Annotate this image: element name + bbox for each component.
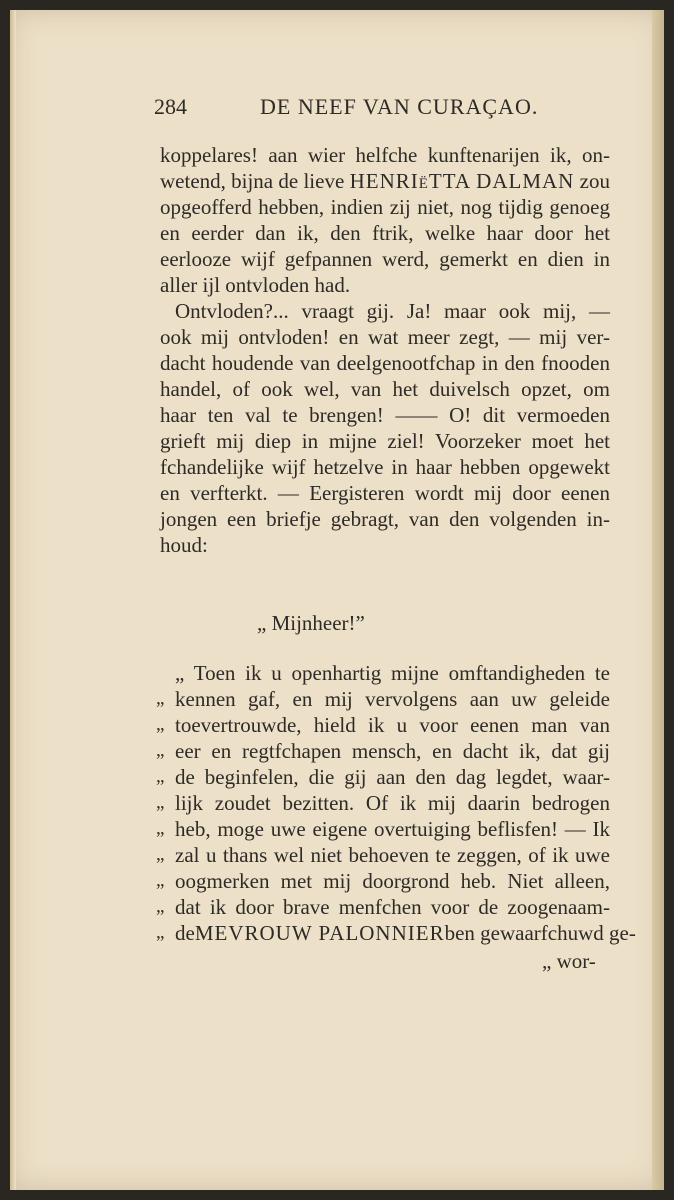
text-line: en verfterkt. — Eergisteren wordt mij door eenen (160, 481, 610, 505)
text-line: en eerder dan ik, den ftrik, welke haar door het (160, 221, 610, 245)
quote-mark: „ (156, 818, 165, 839)
page-gutter-shadow (10, 10, 16, 1190)
letter-line: eer en regtfchapen mensch, en dacht ik, dat gij (175, 739, 610, 763)
catchword: „ wor- (542, 949, 596, 973)
quote-mark: „ (156, 792, 165, 813)
quote-mark: „ (156, 922, 165, 943)
quote-mark: „ (156, 870, 165, 891)
quote-mark: „ (156, 896, 165, 917)
text-line: grieft mij diep in mijne ziel! Voorzeker moet het (160, 429, 610, 453)
letter-line: de beginfelen, die gij aan den dag legdet, waar- (175, 765, 610, 789)
page-number: 284 (154, 94, 187, 119)
text-line: eerlooze wijf gefpannen werd, gemerkt en dien in (160, 247, 610, 271)
proper-name: HENRIëTTA DALMAN (349, 169, 575, 193)
text-line: fchandelijke wijf hetzelve in haar hebben opgewekt (160, 455, 610, 479)
quote-mark: „ (156, 766, 165, 787)
letter-line: toevertrouwde, hield ik u voor eenen man van (175, 713, 610, 737)
text-fragment: wetend, bijna de lieve (160, 169, 345, 193)
letter-line: dat ik door brave menfchen voor de zoogenaam- (175, 895, 610, 919)
text-fragment: de (175, 921, 195, 945)
page-edge (652, 10, 664, 1190)
running-title: DE NEEF VAN CURAÇAO. (260, 94, 539, 119)
letter-line: heb, moge uwe eigene overtuiging beflisfen! — Ik (175, 817, 610, 841)
book-page (10, 10, 664, 1190)
text-line: houd: (160, 533, 208, 557)
text-fragment: zou (579, 169, 610, 193)
quote-mark: „ (156, 844, 165, 865)
text-line: opgeofferd hebben, indien zij niet, nog tijdig genoeg (160, 195, 610, 219)
letter-line: kennen gaf, en mij vervolgens aan uw geleide (175, 687, 610, 711)
text-line: haar ten val te brengen! —— O! dit vermoeden (160, 403, 610, 427)
letter-line: oogmerken met mij doorgrond heb. Niet alleen, (175, 869, 610, 893)
proper-name: MEVROUW PALONNIER (194, 921, 445, 945)
text-fragment: ben gewaarfchuwd ge- (444, 921, 636, 945)
letter-salutation: „ Mijnheer!” (257, 611, 365, 635)
quote-mark: „ (175, 661, 185, 685)
text-line: handel, of ook wel, van het duivelsch opzet, om (160, 377, 610, 401)
text-line: koppelares! aan wier helfche kunftenarijen ik, on- (160, 143, 610, 167)
letter-line: zal u thans wel niet behoeven te zeggen, of ik uwe (175, 843, 610, 867)
letter-line (175, 920, 636, 946)
text-line: Ontvloden?... vraagt gij. Ja! maar ook mij, — (175, 299, 610, 323)
letter-line: lijk zoudet bezitten. Of ik mij daarin bedrogen (175, 791, 610, 815)
letter-line (175, 660, 610, 686)
text-line: jongen een briefje gebragt, van den volgenden in- (160, 507, 610, 531)
text-line: ook mij ontvloden! en wat meer zegt, — mij ver- (160, 325, 610, 349)
text-line: dacht houdende van deelgenootfchap in den fnooden (160, 351, 610, 375)
text-line: aller ijl ontvloden had. (160, 273, 351, 297)
text-line (160, 168, 610, 194)
quote-mark: „ (156, 688, 165, 709)
quote-mark: „ (156, 714, 165, 735)
letter-text: Toen ik u openhartig mijne omftandigheden te (193, 661, 611, 685)
quote-mark: „ (156, 740, 165, 761)
